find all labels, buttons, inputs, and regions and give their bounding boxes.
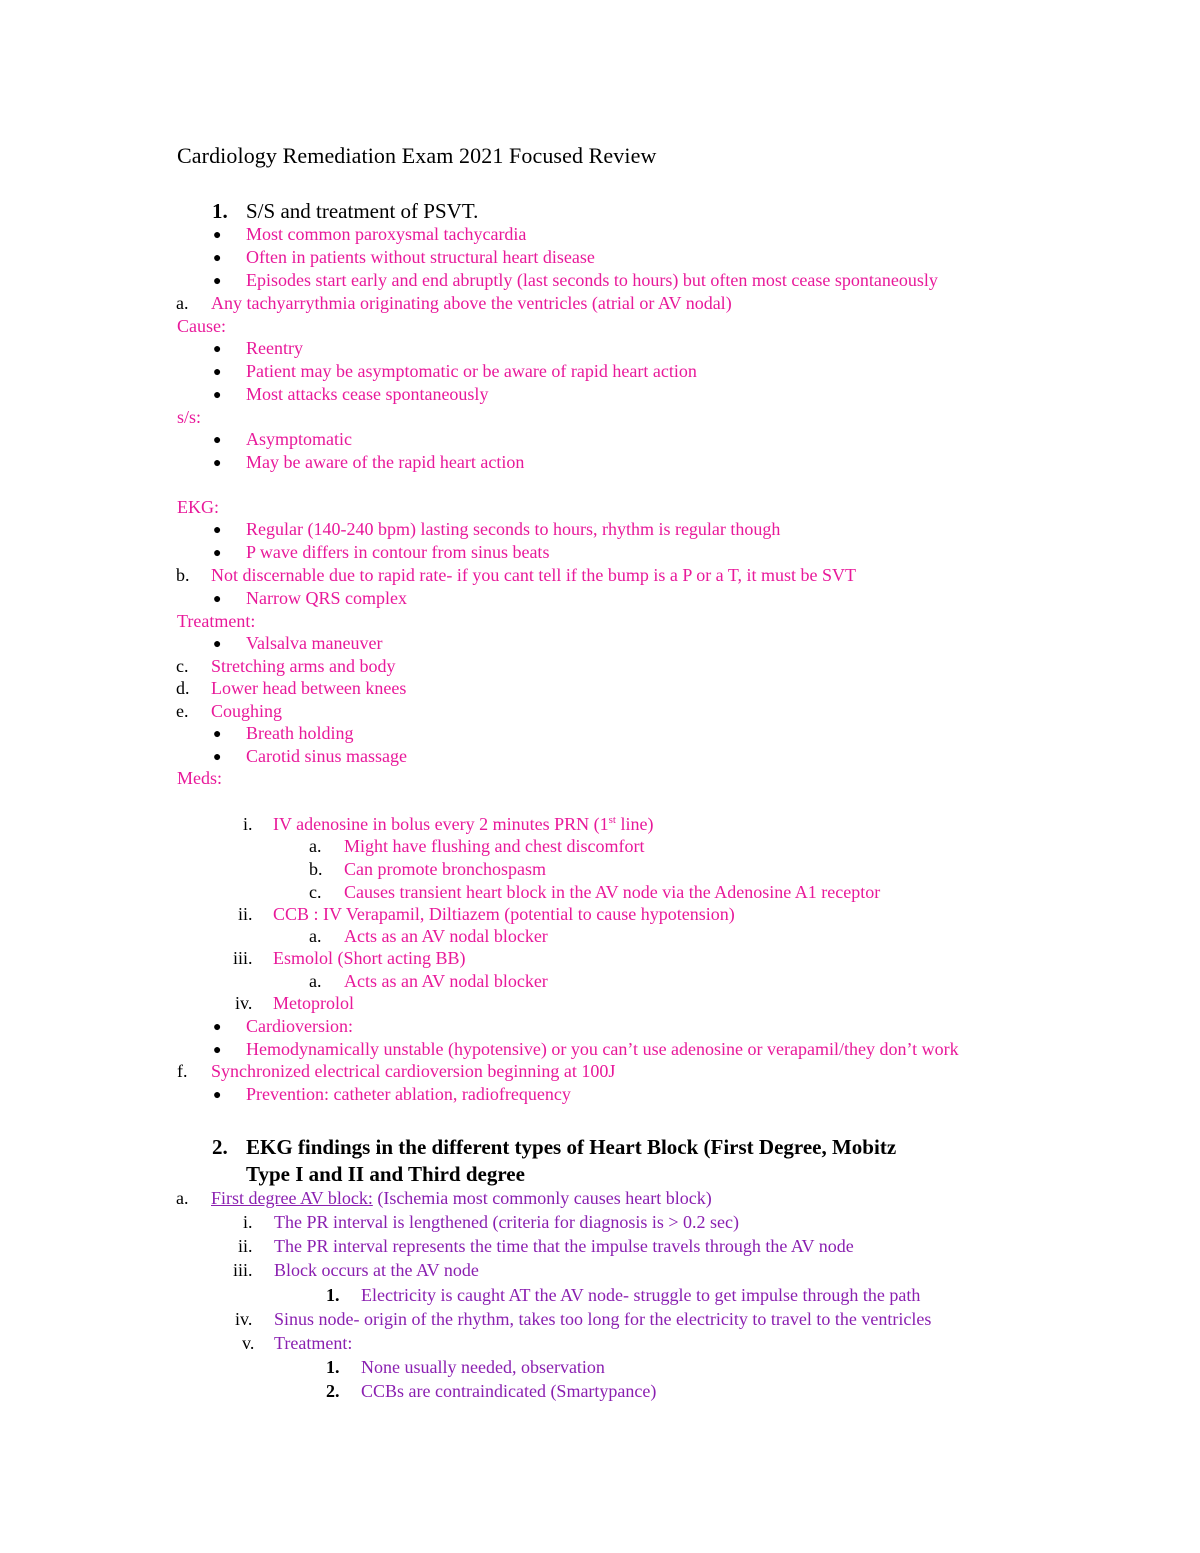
- cause-label: Cause:: [177, 316, 226, 336]
- list-item: Any tachyarrythmia originating above the ventricles (atrial or AV nodal): [211, 293, 732, 313]
- list-item: Esmolol (Short acting BB): [273, 948, 466, 968]
- bullet-icon: ●: [213, 727, 222, 742]
- list-marker: f.: [177, 1061, 188, 1081]
- list-marker: d.: [176, 678, 190, 698]
- list-item: Asymptomatic: [246, 429, 352, 449]
- list-marker: ii.: [238, 1236, 253, 1256]
- list-item: Not discernable due to rapid rate- if you cant tell if the bump is a P or a T, it must be SVT: [211, 565, 857, 585]
- ss-label: s/s:: [177, 407, 202, 427]
- list-item: Breath holding: [246, 723, 354, 743]
- list-marker: ii.: [238, 904, 253, 924]
- list-marker: a.: [176, 1188, 189, 1208]
- list-item: The PR interval represents the time that the impulse travels through the AV node: [274, 1236, 854, 1256]
- list-marker: i.: [243, 814, 253, 834]
- list-marker: a.: [309, 926, 322, 946]
- section1-number: 1.: [212, 199, 228, 223]
- bullet-icon: ●: [213, 546, 222, 561]
- bullet-icon: ●: [213, 365, 222, 380]
- bullet-icon: ●: [213, 456, 222, 471]
- list-marker: c.: [309, 882, 322, 902]
- list-item: Electricity is caught AT the AV node- struggle to get impulse through the path: [361, 1285, 921, 1305]
- bullet-icon: ●: [213, 228, 222, 243]
- bullet-icon: ●: [213, 342, 222, 357]
- list-item: Might have flushing and chest discomfort: [344, 836, 645, 856]
- section2-heading-line1: EKG findings in the different types of Heart Block (First Degree, Mobitz: [246, 1135, 897, 1159]
- bullet-icon: ●: [213, 251, 222, 266]
- list-item: Cardioversion:: [246, 1016, 353, 1036]
- bullet-icon: ●: [213, 1088, 222, 1103]
- list-marker: a.: [176, 293, 189, 313]
- list-item: Carotid sinus massage: [246, 746, 407, 766]
- list-item: Often in patients without structural heart disease: [246, 247, 595, 267]
- bullet-icon: ●: [213, 1043, 222, 1058]
- list-item: IV adenosine in bolus every 2 minutes PRN (1st line): [273, 814, 654, 834]
- list-item: Coughing: [211, 701, 283, 721]
- list-item: Most attacks cease spontaneously: [246, 384, 489, 404]
- document-title: Cardiology Remediation Exam 2021 Focused Review: [177, 143, 657, 168]
- list-item: Most common paroxysmal tachycardia: [246, 224, 527, 244]
- section1-heading: S/S and treatment of PSVT.: [246, 199, 479, 223]
- bullet-icon: ●: [213, 592, 222, 607]
- list-marker: a.: [309, 836, 322, 856]
- list-marker: 2.: [326, 1381, 340, 1401]
- bullet-icon: ●: [213, 433, 222, 448]
- bullet-icon: ●: [213, 274, 222, 289]
- list-item: Stretching arms and body: [211, 656, 396, 676]
- list-item: Sinus node- origin of the rhythm, takes too long for the electricity to travel to the ventricles: [274, 1309, 932, 1329]
- list-item: Treatment:: [274, 1333, 353, 1353]
- list-item: Can promote bronchospasm: [344, 859, 546, 879]
- list-marker: e.: [176, 701, 189, 721]
- list-item: Narrow QRS complex: [246, 588, 407, 608]
- ekg-label: EKG:: [177, 497, 219, 517]
- meds-label: Meds:: [177, 768, 222, 788]
- list-marker: 1.: [326, 1357, 340, 1377]
- list-item: Valsalva maneuver: [246, 633, 383, 653]
- treatment-label: Treatment:: [177, 611, 256, 631]
- list-marker: 1.: [326, 1285, 340, 1305]
- list-item: Hemodynamically unstable (hypotensive) or you can’t use adenosine or verapamil/they don’t work: [246, 1039, 959, 1059]
- first-degree-link[interactable]: First degree AV block:: [211, 1188, 373, 1208]
- bullet-icon: ●: [213, 637, 222, 652]
- list-item: May be aware of the rapid heart action: [246, 452, 525, 472]
- section2-number: 2.: [212, 1135, 228, 1159]
- list-item: Regular (140-240 bpm) lasting seconds to hours, rhythm is regular though: [246, 519, 781, 539]
- list-item: Causes transient heart block in the AV node via the Adenosine A1 receptor: [344, 882, 881, 902]
- list-marker: iii.: [233, 1260, 253, 1280]
- list-marker: iv.: [235, 993, 253, 1013]
- list-item: Patient may be asymptomatic or be aware of rapid heart action: [246, 361, 697, 381]
- list-item: CCBs are contraindicated (Smartypance): [361, 1381, 657, 1401]
- section2-heading-line2: Type I and II and Third degree: [246, 1162, 525, 1186]
- list-item: CCB : IV Verapamil, Diltiazem (potential to cause hypotension): [273, 904, 735, 924]
- list-item: Prevention: catheter ablation, radiofrequency: [246, 1084, 571, 1104]
- list-marker: iv.: [235, 1309, 253, 1329]
- bullet-icon: ●: [213, 750, 222, 765]
- list-marker: a.: [309, 971, 322, 991]
- list-marker: iii.: [233, 948, 253, 968]
- list-marker: b.: [176, 565, 190, 585]
- list-marker: i.: [243, 1212, 253, 1232]
- list-marker: c.: [176, 656, 189, 676]
- list-item: P wave differs in contour from sinus beats: [246, 542, 550, 562]
- list-item: First degree AV block: (Ischemia most commonly causes heart block): [211, 1188, 712, 1208]
- bullet-icon: ●: [213, 523, 222, 538]
- bullet-icon: ●: [213, 1020, 222, 1035]
- list-marker: v.: [242, 1333, 255, 1353]
- list-item: Acts as an AV nodal blocker: [344, 971, 548, 991]
- list-item: Block occurs at the AV node: [274, 1260, 479, 1280]
- list-marker: b.: [309, 859, 323, 879]
- bullet-icon: ●: [213, 388, 222, 403]
- list-item: Reentry: [246, 338, 303, 358]
- list-item: Synchronized electrical cardioversion beginning at 100J: [211, 1061, 616, 1081]
- list-item: Lower head between knees: [211, 678, 407, 698]
- list-item: None usually needed, observation: [361, 1357, 605, 1377]
- list-item: The PR interval is lengthened (criteria for diagnosis is > 0.2 sec): [274, 1212, 740, 1232]
- list-item: Episodes start early and end abruptly (last seconds to hours) but often most cease spontaneously: [246, 270, 938, 290]
- list-item: Metoprolol: [273, 993, 354, 1013]
- list-item: Acts as an AV nodal blocker: [344, 926, 548, 946]
